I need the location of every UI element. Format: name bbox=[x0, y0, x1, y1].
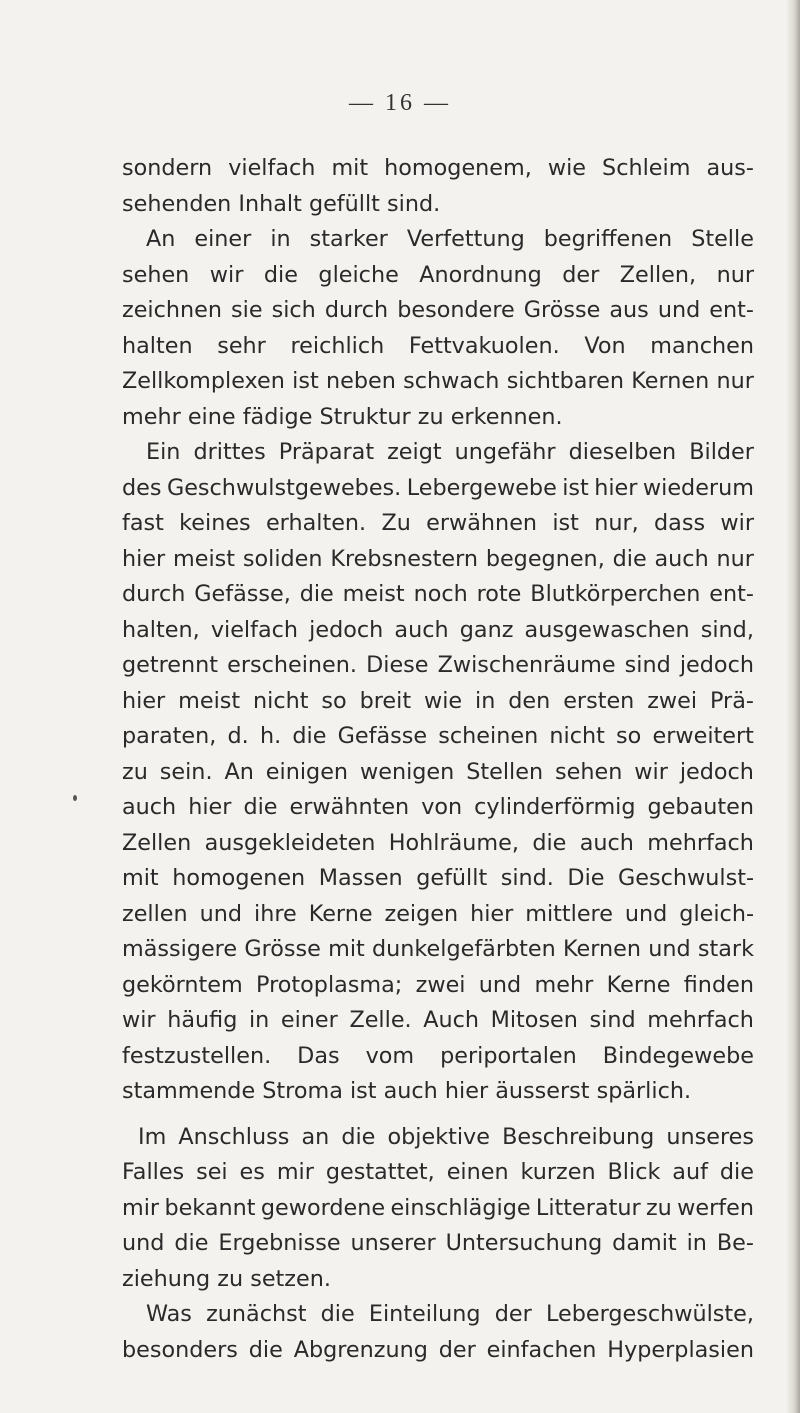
word: halten, bbox=[122, 616, 200, 643]
word: wie bbox=[547, 155, 587, 181]
word: mittlere bbox=[525, 900, 613, 927]
text-line bbox=[122, 790, 754, 826]
word: Was bbox=[146, 1301, 192, 1327]
word: gleich- bbox=[679, 900, 754, 927]
word: rote bbox=[476, 581, 522, 607]
word: ersten bbox=[563, 687, 635, 714]
word: Anordnung bbox=[419, 261, 542, 288]
word: Das bbox=[297, 1042, 340, 1069]
text-line bbox=[122, 329, 754, 365]
word: die bbox=[532, 829, 567, 856]
text-line bbox=[122, 613, 754, 649]
word: Gefässe bbox=[337, 723, 428, 749]
word: nur bbox=[716, 545, 754, 572]
word: gebauten bbox=[647, 794, 754, 820]
text-line bbox=[122, 932, 754, 968]
word: nicht bbox=[253, 687, 309, 714]
word: sind. bbox=[387, 190, 441, 217]
word: Massen bbox=[318, 865, 403, 891]
text-line bbox=[122, 471, 754, 507]
word: auch bbox=[122, 794, 177, 820]
word: Geschwulst- bbox=[618, 865, 754, 891]
word: und bbox=[199, 900, 243, 927]
text-line bbox=[122, 1039, 754, 1075]
word: einer bbox=[280, 1007, 338, 1033]
word: mir bbox=[122, 1194, 160, 1221]
text-line bbox=[122, 293, 754, 329]
word: Hyperplasien bbox=[607, 1336, 754, 1363]
word: äusserst bbox=[495, 1078, 597, 1104]
text-line bbox=[122, 577, 754, 613]
word: wie bbox=[423, 687, 463, 714]
text-line bbox=[122, 542, 754, 578]
word: die bbox=[612, 545, 647, 572]
word: erwähnten bbox=[289, 794, 410, 820]
word: Abgrenzung bbox=[293, 1336, 428, 1363]
word: Auch bbox=[423, 1007, 480, 1033]
word: Diese bbox=[366, 652, 429, 678]
word: sind bbox=[624, 652, 671, 678]
word: die bbox=[299, 581, 334, 607]
word: sondern bbox=[122, 155, 213, 181]
word: sehenden bbox=[122, 190, 239, 217]
text-line bbox=[122, 861, 754, 897]
word: auch bbox=[394, 616, 449, 643]
word: festzustellen. bbox=[122, 1042, 272, 1069]
word: die bbox=[243, 794, 278, 820]
word: sehen bbox=[555, 758, 623, 785]
word: Falles bbox=[122, 1159, 185, 1185]
word: Stellen bbox=[466, 758, 544, 785]
word: unseres bbox=[666, 1123, 754, 1150]
word: durch bbox=[122, 581, 186, 607]
word: starker bbox=[309, 226, 388, 252]
word: zunächst bbox=[206, 1301, 307, 1327]
word: dieselben bbox=[568, 439, 677, 465]
word: mässigere bbox=[122, 936, 238, 962]
word: Lebergewebe bbox=[406, 474, 557, 501]
word: nur bbox=[716, 368, 754, 394]
word: schwach bbox=[403, 368, 500, 394]
word: mehr bbox=[534, 971, 594, 998]
word: erweitert bbox=[652, 723, 754, 749]
word: cylinderförmig bbox=[474, 794, 636, 820]
word: breit bbox=[359, 687, 412, 714]
word: aus bbox=[609, 297, 649, 323]
word: es bbox=[239, 1159, 265, 1185]
word: sehen bbox=[122, 261, 190, 288]
word: sich bbox=[271, 297, 316, 323]
word: Protoplasma; bbox=[256, 971, 403, 998]
word: Lebergeschwülste, bbox=[545, 1301, 754, 1327]
word: ent- bbox=[709, 297, 754, 323]
word: die bbox=[320, 1301, 355, 1327]
word: objektive bbox=[387, 1123, 490, 1150]
text-line bbox=[122, 719, 754, 755]
word: homogenen bbox=[172, 865, 306, 891]
word: Anschluss bbox=[178, 1123, 290, 1150]
word: ausgewaschen bbox=[524, 616, 690, 643]
word: sie bbox=[231, 297, 263, 323]
word: zu bbox=[217, 1265, 251, 1292]
page-edge-shadow bbox=[786, 0, 800, 1413]
text-line bbox=[122, 968, 754, 1004]
text-line bbox=[122, 1297, 754, 1333]
word: gestattet, bbox=[325, 1159, 435, 1185]
word: d. bbox=[227, 723, 249, 749]
word: einen bbox=[446, 1159, 509, 1185]
text-line bbox=[122, 506, 754, 542]
word: die bbox=[292, 723, 327, 749]
print-speck bbox=[73, 795, 77, 801]
word: dunkelgefärbten bbox=[372, 936, 556, 962]
word: nicht bbox=[549, 723, 605, 749]
text-line bbox=[122, 755, 754, 791]
word: der bbox=[562, 261, 600, 288]
word: Zellen bbox=[122, 829, 192, 856]
word: auch bbox=[579, 829, 634, 856]
word: zu bbox=[645, 1194, 672, 1221]
word: einer bbox=[194, 226, 252, 252]
word: unserer bbox=[350, 1230, 436, 1256]
word: auch bbox=[654, 545, 709, 572]
word: halten bbox=[122, 332, 193, 359]
word: wiederum bbox=[642, 474, 754, 501]
text-line bbox=[122, 258, 754, 294]
text-line bbox=[122, 222, 754, 258]
word: Krebsnestern bbox=[330, 545, 478, 572]
word: Blick bbox=[607, 1159, 661, 1185]
text-line bbox=[122, 1003, 754, 1039]
word: Zu bbox=[381, 510, 411, 536]
word: aus- bbox=[706, 155, 754, 181]
text-line bbox=[122, 1226, 754, 1262]
word: neben bbox=[326, 368, 396, 394]
word: mehr bbox=[122, 403, 188, 430]
word: vielfach bbox=[210, 616, 299, 643]
word: Von bbox=[584, 332, 626, 359]
word: ist bbox=[349, 1078, 384, 1104]
word: Mitosen bbox=[490, 1007, 578, 1033]
word: Geschwulstgewebes. bbox=[166, 474, 402, 501]
word: Einteilung bbox=[368, 1301, 481, 1327]
word: hier bbox=[594, 474, 638, 501]
word: spärlich. bbox=[596, 1078, 692, 1104]
word: und bbox=[657, 297, 701, 323]
word: die bbox=[341, 1123, 376, 1150]
word: Kerne bbox=[606, 971, 671, 998]
word: mir bbox=[276, 1159, 314, 1185]
word: besondere bbox=[397, 297, 515, 323]
word: in bbox=[686, 1230, 707, 1256]
word: vom bbox=[365, 1042, 415, 1069]
paragraph-4 bbox=[122, 1120, 754, 1298]
word: gleiche bbox=[318, 261, 399, 288]
word: den bbox=[508, 687, 551, 714]
word: paraten, bbox=[122, 723, 217, 749]
word: und bbox=[648, 936, 691, 962]
word: Grösse bbox=[523, 297, 601, 323]
word: wir bbox=[634, 758, 668, 785]
text-line bbox=[122, 1120, 754, 1156]
word: setzen. bbox=[250, 1265, 331, 1292]
word: An bbox=[224, 758, 254, 785]
text-line bbox=[122, 897, 754, 933]
word: jedoch bbox=[679, 758, 754, 785]
word: Prä- bbox=[709, 687, 754, 714]
word: Beschreibung bbox=[502, 1123, 655, 1150]
word: nur bbox=[716, 261, 754, 288]
word: Blutkörperchen bbox=[530, 581, 701, 607]
word: dass bbox=[654, 510, 706, 536]
word: auf bbox=[672, 1159, 708, 1185]
word: die bbox=[263, 261, 298, 288]
word: werfen bbox=[677, 1194, 754, 1221]
word: keines bbox=[179, 510, 251, 536]
word: ist bbox=[552, 510, 579, 536]
paragraph-5 bbox=[122, 1297, 754, 1368]
word: Kernen bbox=[631, 368, 710, 394]
word: Be- bbox=[716, 1230, 754, 1256]
text-line bbox=[122, 826, 754, 862]
word: Litteratur bbox=[535, 1194, 641, 1221]
word: auch bbox=[383, 1078, 445, 1104]
word: Im bbox=[138, 1123, 167, 1150]
word: einigen bbox=[265, 758, 349, 785]
text-line bbox=[122, 435, 754, 471]
word: die bbox=[719, 1159, 754, 1185]
word: Ergebnisse bbox=[218, 1230, 341, 1256]
word: fast bbox=[122, 510, 164, 536]
word: kurzen bbox=[520, 1159, 596, 1185]
word: hier bbox=[188, 794, 232, 820]
word: gekörntem bbox=[122, 971, 243, 998]
word: sind bbox=[589, 1007, 636, 1033]
word: an bbox=[301, 1123, 330, 1150]
word: Verfettung bbox=[406, 226, 525, 252]
word: hier bbox=[444, 1078, 496, 1104]
word: und bbox=[624, 900, 668, 927]
word: Kernen bbox=[563, 936, 641, 962]
word: durch bbox=[324, 297, 389, 323]
word: Stroma bbox=[262, 1078, 350, 1104]
text-line bbox=[122, 187, 754, 223]
word: meist bbox=[342, 581, 405, 607]
word: ent- bbox=[709, 581, 754, 607]
word: drittes bbox=[193, 439, 266, 465]
text-line bbox=[122, 1262, 754, 1298]
word: so bbox=[616, 723, 642, 749]
word: in bbox=[248, 1007, 270, 1033]
word: stark bbox=[697, 936, 754, 962]
word: einfachen bbox=[486, 1336, 597, 1363]
word: bekannt bbox=[164, 1194, 256, 1221]
word: homogenem, bbox=[384, 155, 532, 181]
word: sehr bbox=[217, 332, 266, 359]
text-line bbox=[122, 1155, 754, 1191]
word: ihre bbox=[254, 900, 297, 927]
word: ziehung bbox=[122, 1265, 218, 1292]
word: häufig bbox=[167, 1007, 238, 1033]
word: vielfach bbox=[228, 155, 316, 181]
word: der bbox=[438, 1336, 476, 1363]
word: mit bbox=[122, 865, 159, 891]
word: Fettvakuolen. bbox=[408, 332, 560, 359]
word: des bbox=[122, 474, 162, 501]
word: Gefässe, bbox=[194, 581, 291, 607]
word: manchen bbox=[650, 332, 754, 359]
word: zu bbox=[122, 758, 148, 785]
text-line bbox=[122, 364, 754, 400]
text-line bbox=[122, 1333, 754, 1369]
word: sein. bbox=[159, 758, 213, 785]
text-line bbox=[122, 648, 754, 684]
word: zeigen bbox=[384, 900, 459, 927]
word: Die bbox=[567, 865, 605, 891]
word: soliden bbox=[242, 545, 323, 572]
word: von bbox=[421, 794, 463, 820]
word: damit bbox=[612, 1230, 677, 1256]
word: sei bbox=[196, 1159, 228, 1185]
word: Kerne bbox=[308, 900, 373, 927]
word: nur, bbox=[594, 510, 639, 536]
word: An bbox=[146, 226, 176, 252]
word: Zellkomplexen bbox=[122, 368, 285, 394]
word: Präparat bbox=[278, 439, 375, 465]
paragraph-1 bbox=[122, 151, 754, 222]
word: erhalten. bbox=[265, 510, 367, 536]
text-line bbox=[122, 1191, 754, 1227]
word: Zelle. bbox=[349, 1007, 412, 1033]
word: finden bbox=[683, 971, 754, 998]
word: Hohlräume, bbox=[388, 829, 519, 856]
word: sind, bbox=[700, 616, 754, 643]
word: Untersuchung bbox=[445, 1230, 603, 1256]
word: zwei bbox=[415, 971, 466, 998]
word: und bbox=[478, 971, 522, 998]
text-line bbox=[122, 684, 754, 720]
word: Grösse bbox=[244, 936, 321, 962]
word: noch bbox=[413, 581, 468, 607]
paragraph-2 bbox=[122, 222, 754, 435]
word: Inhalt bbox=[238, 190, 309, 217]
word: wenigen bbox=[359, 758, 455, 785]
text-line bbox=[122, 400, 754, 436]
word: so bbox=[321, 687, 347, 714]
word: zu bbox=[417, 403, 451, 430]
word: zwei bbox=[647, 687, 698, 714]
word: hier bbox=[470, 900, 514, 927]
page-number-header: — 16 — bbox=[349, 90, 451, 116]
word: besonders bbox=[122, 1336, 238, 1363]
word: zeigt bbox=[387, 439, 442, 465]
word: reichlich bbox=[290, 332, 385, 359]
word: getrennt bbox=[122, 652, 219, 678]
word: erwähnen bbox=[426, 510, 538, 536]
word: zeichnen bbox=[122, 297, 222, 323]
word: erkennen. bbox=[450, 403, 563, 430]
word: meist bbox=[173, 545, 236, 572]
word: Schleim bbox=[602, 155, 691, 181]
word: wir bbox=[720, 510, 754, 536]
word: gefüllt bbox=[308, 190, 388, 217]
word: gewordene bbox=[260, 1194, 386, 1221]
word: meist bbox=[178, 687, 241, 714]
word: Struktur bbox=[319, 403, 418, 430]
word: der bbox=[494, 1301, 532, 1327]
body-text bbox=[122, 151, 754, 1368]
text-line bbox=[122, 151, 754, 187]
word: sichtbaren bbox=[506, 368, 624, 394]
word: mit bbox=[331, 155, 369, 181]
word: ganz bbox=[459, 616, 514, 643]
word: einschlägige bbox=[390, 1194, 531, 1221]
word: h. bbox=[259, 723, 282, 749]
word: periportalen bbox=[440, 1042, 577, 1069]
word: Zellen, bbox=[619, 261, 697, 288]
word: begriffenen bbox=[543, 226, 673, 252]
word: zellen bbox=[122, 900, 188, 927]
word: ist bbox=[562, 474, 589, 501]
word: stammende bbox=[122, 1078, 263, 1104]
word: in bbox=[475, 687, 496, 714]
word: scheinen bbox=[438, 723, 539, 749]
word: und bbox=[122, 1230, 165, 1256]
word: hier bbox=[122, 687, 166, 714]
word: erscheinen. bbox=[227, 652, 357, 678]
word: in bbox=[270, 226, 291, 252]
word: die bbox=[248, 1336, 283, 1363]
word: Ein bbox=[146, 439, 181, 465]
word: Stelle bbox=[691, 226, 754, 252]
word: ist bbox=[292, 368, 319, 394]
word: gefüllt bbox=[416, 865, 488, 891]
word: Bilder bbox=[689, 439, 754, 465]
word: wir bbox=[209, 261, 244, 288]
word: die bbox=[174, 1230, 209, 1256]
word: sind. bbox=[500, 865, 554, 891]
word: mehrfach bbox=[647, 829, 754, 856]
word: wir bbox=[122, 1007, 156, 1033]
text-line bbox=[122, 1074, 754, 1110]
word: jedoch bbox=[309, 616, 384, 643]
word: Bindegewebe bbox=[602, 1042, 754, 1069]
word: jedoch bbox=[679, 652, 754, 678]
word: fädige bbox=[242, 403, 320, 430]
word: ungefähr bbox=[454, 439, 556, 465]
word: hier bbox=[122, 545, 166, 572]
word: ausgekleideten bbox=[204, 829, 376, 856]
word: Zwischenräume bbox=[437, 652, 616, 678]
word: eine bbox=[187, 403, 243, 430]
word: mit bbox=[328, 936, 365, 962]
paragraph-3 bbox=[122, 435, 754, 1110]
word: begegnen, bbox=[485, 545, 605, 572]
word: mehrfach bbox=[647, 1007, 754, 1033]
